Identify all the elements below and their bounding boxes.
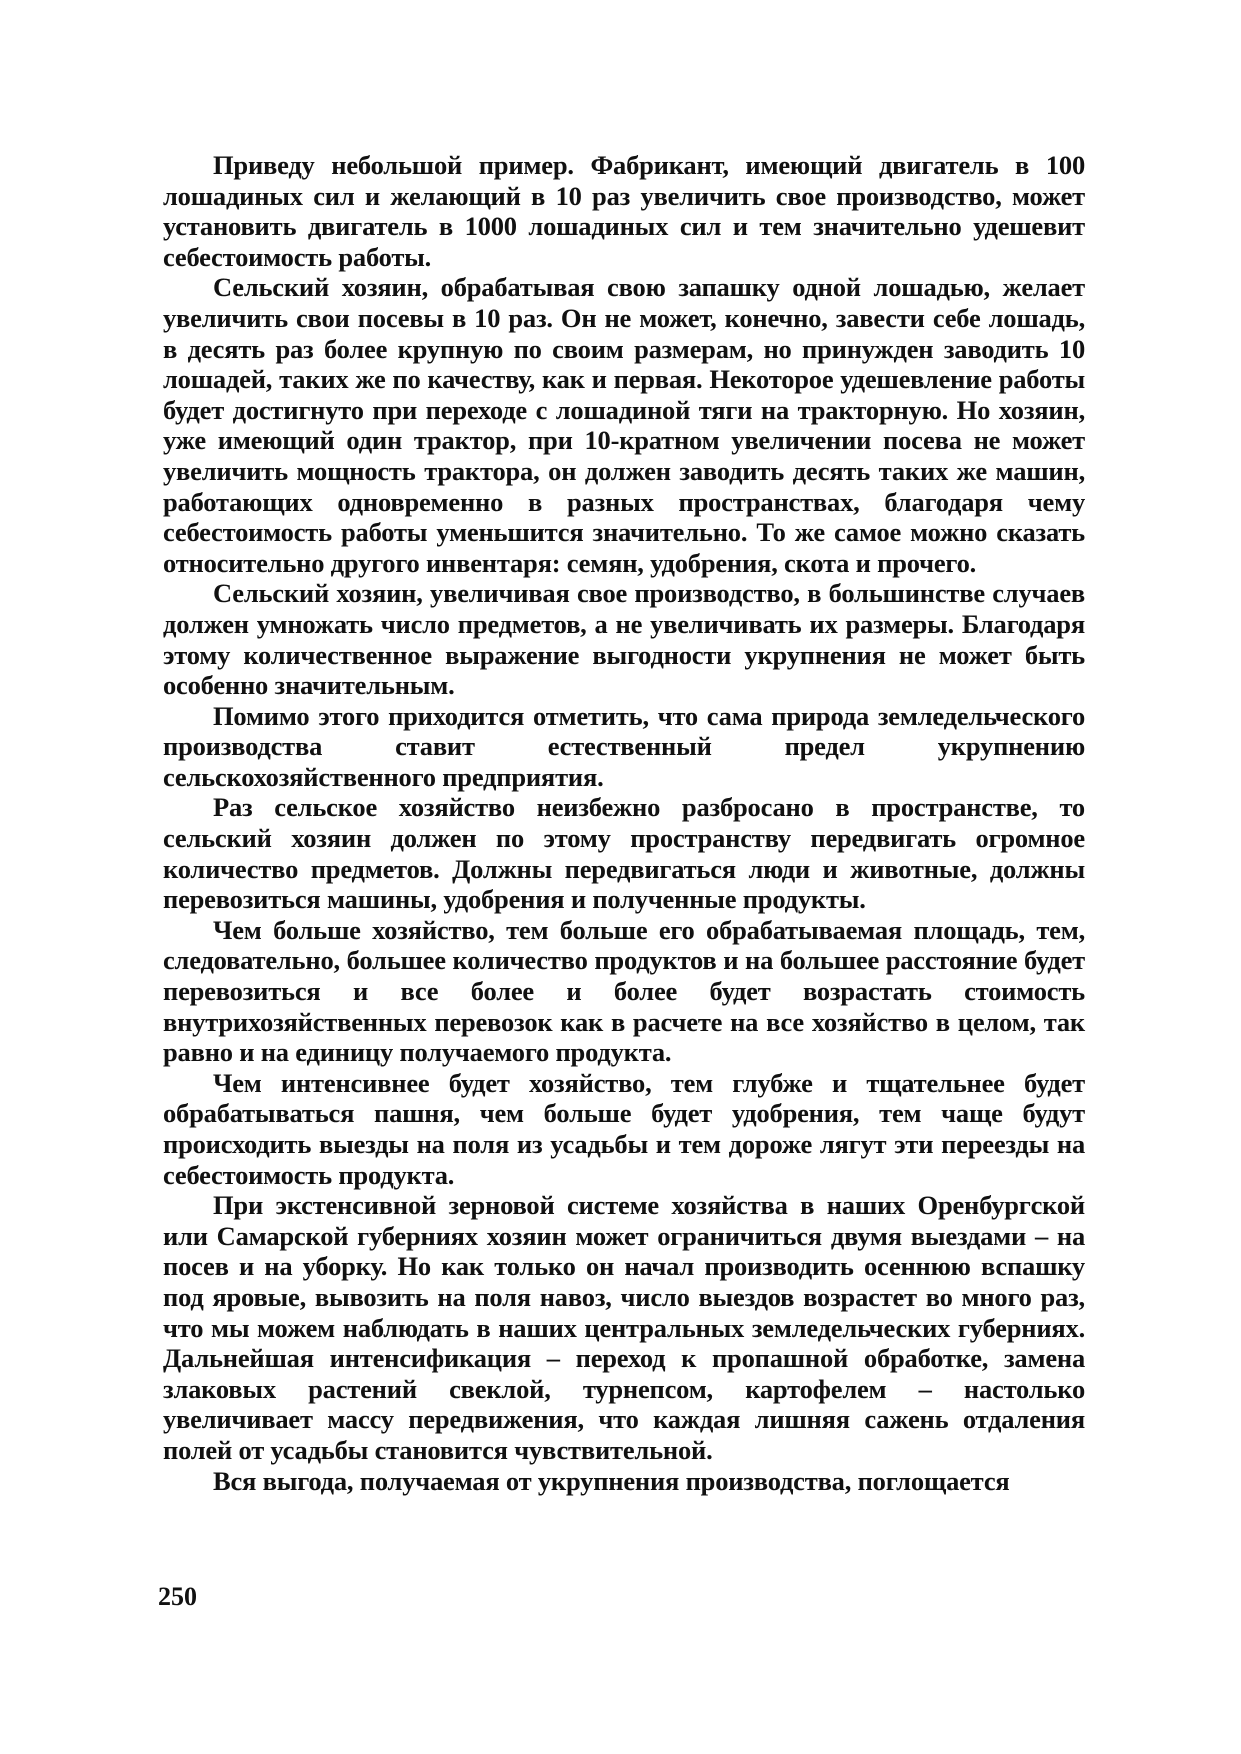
paragraph-5: Раз сельское хозяйство неизбежно разбросано в пространстве, то сельский хозяин должен по этому пространству передвигать огромное количество предметов. Должны передвигаться люди и животные, должны перевозиться машины, удобрения и полученные продукты. bbox=[163, 792, 1085, 915]
paragraph-6: Чем больше хозяйство, тем больше его обрабатываемая площадь, тем, следовательно, большее количество продуктов и на большее расстояние будет перевозиться и все более и более будет возрастать стоимость внутрихозяйственных перевозок как в расчете на все хозяйство в целом, так равно и на единицу получаемого продукта. bbox=[163, 914, 1085, 1068]
paragraph-4: Помимо этого приходится отметить, что сама природа земледельческого производства ставит естественный предел укрупнению сельскохозяйственного предприятия. bbox=[163, 700, 1085, 792]
paragraph-2: Сельский хозяин, обрабатывая свою запашку одной лошадью, желает увеличить свои посевы в 10 раз. Он не может, конечно, завести себе лошадь, в десять раз более крупную по своим размерам, но принужден заводить 10 лошадей, таких же по качеству, как и первая. Некоторое удешевление работы будет достигнуто при переходе с лошадиной тяги на тракторную. Но хозяин, уже имеющий один трактор, при 10-кратном увеличении посева не может увеличить мощность трактора, он должен заводить десять таких же машин, работающих одновременно в разных пространствах, благодаря чему себестоимость работы уменьшится значительно. То же самое можно сказать относительно другого инвентаря: семян, удобрения, скота и прочего. bbox=[163, 272, 1085, 578]
paragraph-7: Чем интенсивнее будет хозяйство, тем глубже и тщательнее будет обрабатываться пашня, чем больше будет удобрения, тем чаще будут происходить выезды на поля из усадьбы и тем дороже лягут эти переезды на себестоимость продукта. bbox=[163, 1067, 1085, 1190]
paragraph-9: Вся выгода, получаемая от укрупнения производства, поглощается bbox=[213, 1465, 1010, 1496]
paragraph-8: При экстенсивной зерновой системе хозяйства в наших Оренбургской или Самарской губерниях хозяин может ограничиться двумя выездами – на посев и на уборку. Но как только он начал производить осеннюю вспашку под яровые, вывозить на поля навоз, число выездов возрастет во много раз, что мы можем наблюдать в наших центральных земледельческих губерниях. Дальнейшая интенсификация – переход к пропашной обработке, замена злаковых растений свеклой, турнепсом, картофелем – настолько увеличивает массу передвижения, что каждая лишняя сажень отдаления полей от усадьбы становится чувствительной. bbox=[163, 1190, 1085, 1465]
paragraph-3: Сельский хозяин, увеличивая свое производство, в большинстве случаев должен умножать число предметов, а не увеличивать их размеры. Благодаря этому количественное выражение выгодности укрупнения не может быть особенно значительным. bbox=[163, 578, 1085, 701]
page-number: 250 bbox=[158, 1582, 197, 1611]
paragraph-1: Приведу небольшой пример. Фабрикант, имеющий двигатель в 100 лошадиных сил и желающий в 10 раз увеличить свое производство, может установить двигатель в 1000 лошадиных сил и тем значительно удешевит себестоимость работы. bbox=[163, 150, 1085, 272]
body-text bbox=[163, 150, 1085, 1496]
